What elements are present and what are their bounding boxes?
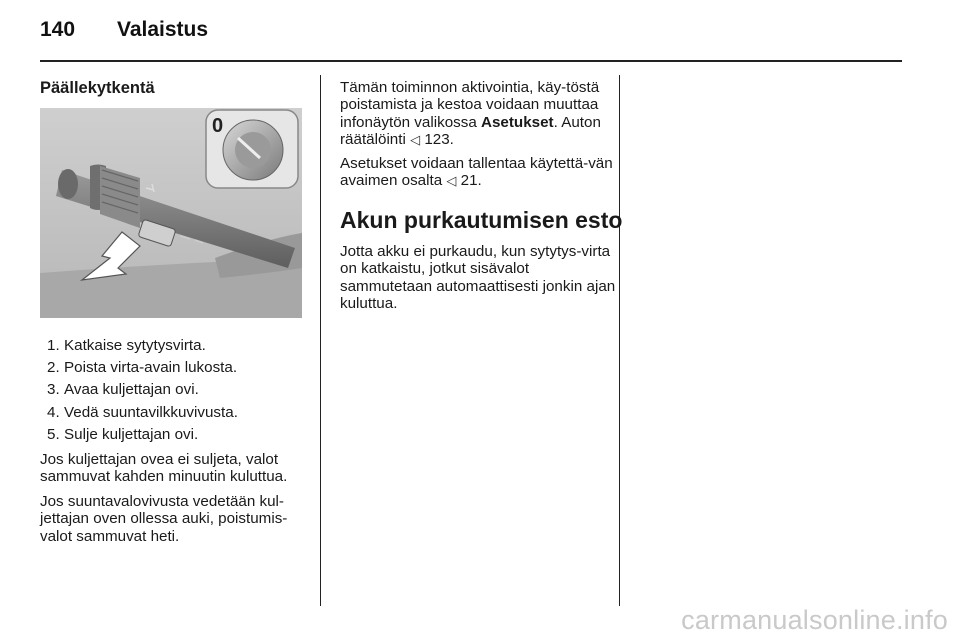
list-item [40,379,305,401]
inset-label: 0 [212,115,224,137]
step-number: 3. [47,381,60,399]
steps-list [40,335,305,446]
page-ref[interactable]: 21. [460,172,482,190]
column-divider-1 [320,75,321,606]
battery-paragraph: Jotta akku ei purkaudu, kun sytytys-virta on katkaistu, jotkut sisävalot sammutetaan automaattisesti jonkin ajan kuluttua. [340,243,616,312]
page-ref-icon: ◁ [446,173,457,189]
step-text: Vedä suuntavilkkuvivusta. [64,403,238,421]
settings-text: Tämän toiminnon aktivointia, käy-töstä poistamista ja kestoa voidaan muuttaa infonäytön valikossa [340,79,600,131]
ignition-inset [206,110,298,188]
section-title: Valaistus [117,18,209,41]
page-number: 140 [40,18,76,41]
door-open-paragraph: Jos kuljettajan ovea ei suljeta, valot sammuvat kahden minuutin kuluttua. [40,451,288,486]
step-text: Sulje kuljettajan ovi. [64,425,199,443]
header-rule [40,60,902,62]
step-number: 5. [47,425,60,443]
step-text: Poista virta-avain lukosta. [64,359,238,377]
step-number: 4. [47,403,60,421]
settings-paragraph [340,79,620,148]
page-ref[interactable]: 123. [424,130,454,148]
list-item [40,335,305,357]
battery-heading: Akun purkautumisen esto [340,207,623,233]
step-text: Avaa kuljettajan ovi. [64,381,199,399]
key-memory-paragraph [340,155,620,190]
subheading: Päällekytkentä [40,79,155,97]
list-item [40,357,305,379]
list-item [40,424,305,446]
watermark: carmanualsonline.info [681,605,948,635]
settings-menu-name: Asetukset [481,113,554,131]
step-text: Katkaise sytytysvirta. [64,337,206,354]
settings-tail: . Auton räätälöinti [340,113,601,148]
exit-lights-paragraph: Jos suuntavalovivusta vedetään kul-jettajan oven ollessa auki, poistumis-valot sammuvat heti. [40,493,288,545]
turn-signal-lever-illustration [40,108,302,318]
key-memory-text: Asetukset voidaan tallentaa käytettä-vän avaimen osalta [340,155,613,190]
step-number: 1. [47,337,60,354]
page-ref-icon: ◁ [410,131,421,147]
list-item [40,402,305,424]
left-column [40,77,305,99]
step-number: 2. [47,359,60,377]
